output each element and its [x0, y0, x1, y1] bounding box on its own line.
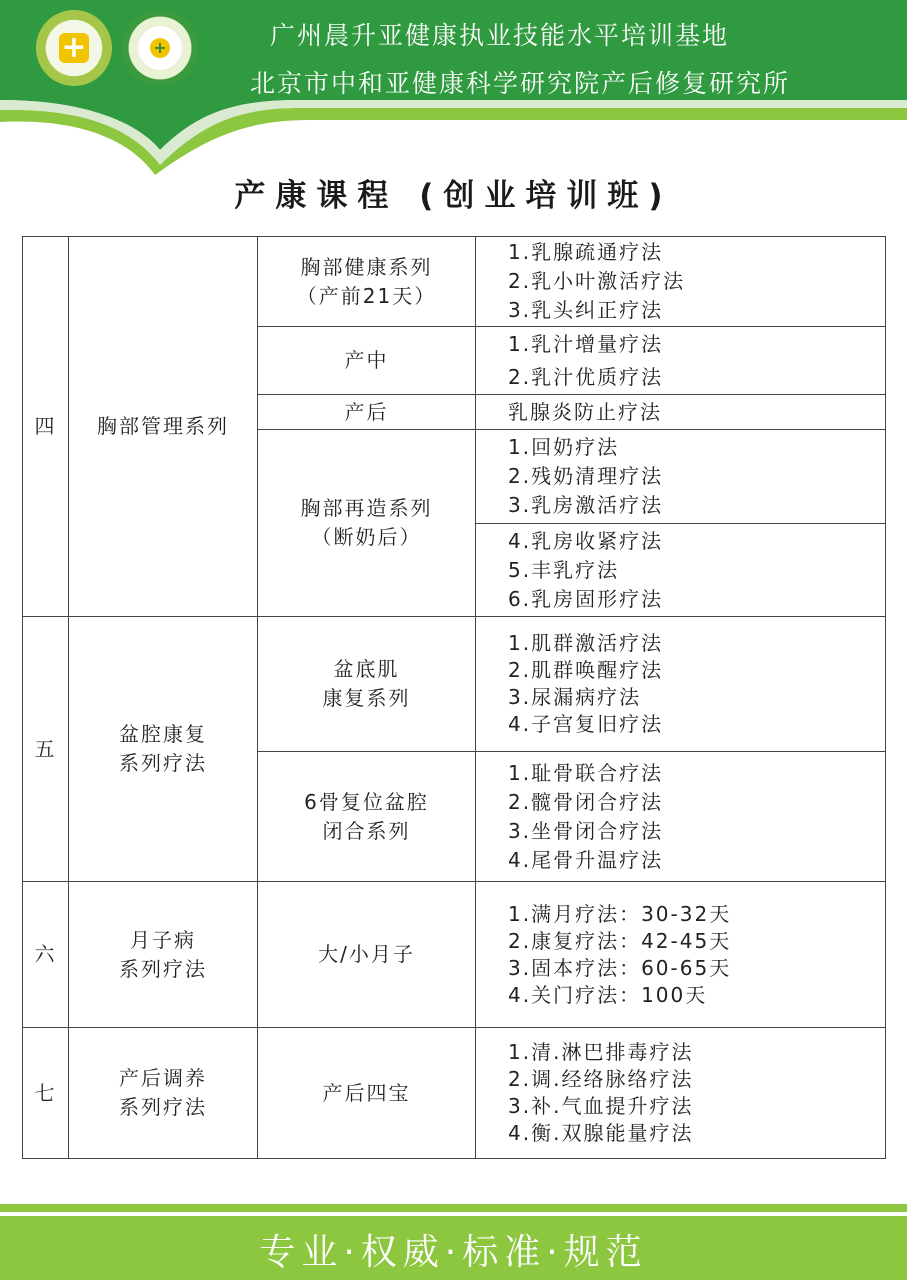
group-name: 盆底肌 康复系列: [258, 617, 476, 752]
list-item: 3.乳头纠正疗法: [508, 298, 664, 322]
table-row: [23, 882, 886, 1028]
list-item: 4.乳房收紧疗法: [508, 528, 664, 553]
footer-stripe: [0, 1204, 907, 1212]
list-item: 4.尾骨升温疗法: [508, 847, 664, 872]
list-item: 2.乳汁优质疗法: [508, 364, 664, 389]
list-item: 2.残奶清理疗法: [508, 464, 664, 488]
list-item: 2.康复疗法：42-45天: [508, 928, 732, 953]
list-item: 3.尿漏病疗法: [508, 685, 642, 709]
section-number: 六: [23, 882, 69, 1028]
course-table: [22, 236, 886, 1159]
footer-slogan: 专业·权威·标准·规范: [259, 1232, 648, 1273]
group-items: [476, 395, 886, 430]
section-number: 七: [23, 1028, 69, 1159]
list-item: 1.满月疗法：30-32天: [508, 901, 732, 926]
list-item: 2.肌群唤醒疗法: [508, 658, 664, 682]
group-name: 6骨复位盆腔 闭合系列: [258, 752, 476, 882]
list-item: 2.乳小叶激活疗法: [508, 269, 686, 293]
cross-logo-icon: [36, 10, 112, 86]
table-row: [23, 1028, 886, 1159]
header-line-1: 广州晨升亚健康执业技能水平培训基地: [270, 21, 730, 50]
list-item: 3.坐骨闭合疗法: [508, 818, 664, 843]
list-item: 1.乳汁增量疗法: [508, 331, 664, 356]
institute-seal-icon: [122, 10, 198, 86]
list-item: 1.清.淋巴排毒疗法: [508, 1040, 694, 1064]
list-item: 3.乳房激活疗法: [508, 493, 664, 517]
list-item: 3.补.气血提升疗法: [508, 1094, 694, 1118]
list-item: 1.耻骨联合疗法: [508, 760, 664, 785]
list-item: 1.回奶疗法: [508, 435, 620, 459]
list-item: 1.肌群激活疗法: [508, 631, 664, 655]
table-row: [23, 617, 886, 752]
list-item: 5.丰乳疗法: [508, 557, 620, 582]
group-items: [476, 524, 886, 617]
section-number: 四: [23, 237, 69, 617]
header-line-2: 北京市中和亚健康科学研究院产后修复研究所: [250, 69, 791, 98]
section-name: 产后调养 系列疗法: [69, 1028, 258, 1159]
list-item: 4.衡.双腺能量疗法: [508, 1121, 694, 1145]
table-row: [23, 237, 886, 327]
group-items: [476, 237, 886, 327]
group-name: 大/小月子: [258, 882, 476, 1028]
group-name: 产后: [258, 395, 476, 430]
group-items: [476, 752, 886, 882]
section-name: 胸部管理系列: [69, 237, 258, 617]
list-item: 2.调.经络脉络疗法: [508, 1067, 694, 1091]
list-item: 乳腺炎防止疗法: [508, 399, 662, 424]
list-item: 1.乳腺疏通疗法: [508, 240, 664, 264]
list-item: 3.固本疗法：60-65天: [508, 955, 732, 980]
list-item: 4.关门疗法：100天: [508, 982, 708, 1007]
page-title: 产康课程 (创业培训班): [234, 178, 673, 214]
group-items: [476, 430, 886, 524]
group-name: 胸部健康系列 （产前21天）: [258, 237, 476, 327]
group-name: 产中: [258, 327, 476, 395]
list-item: 2.髋骨闭合疗法: [508, 789, 664, 814]
group-items: [476, 327, 886, 395]
group-name: 胸部再造系列 （断奶后）: [258, 430, 476, 617]
list-item: 6.乳房固形疗法: [508, 586, 664, 611]
section-name: 月子病 系列疗法: [69, 882, 258, 1028]
plus-icon: +: [59, 33, 89, 63]
list-item: 4.子宫复旧疗法: [508, 712, 664, 736]
group-items: [476, 882, 886, 1028]
section-name: 盆腔康复 系列疗法: [69, 617, 258, 882]
group-items: [476, 1028, 886, 1159]
plus-icon: +: [150, 38, 170, 58]
group-name: 产后四宝: [258, 1028, 476, 1159]
group-items: [476, 617, 886, 752]
section-number: 五: [23, 617, 69, 882]
